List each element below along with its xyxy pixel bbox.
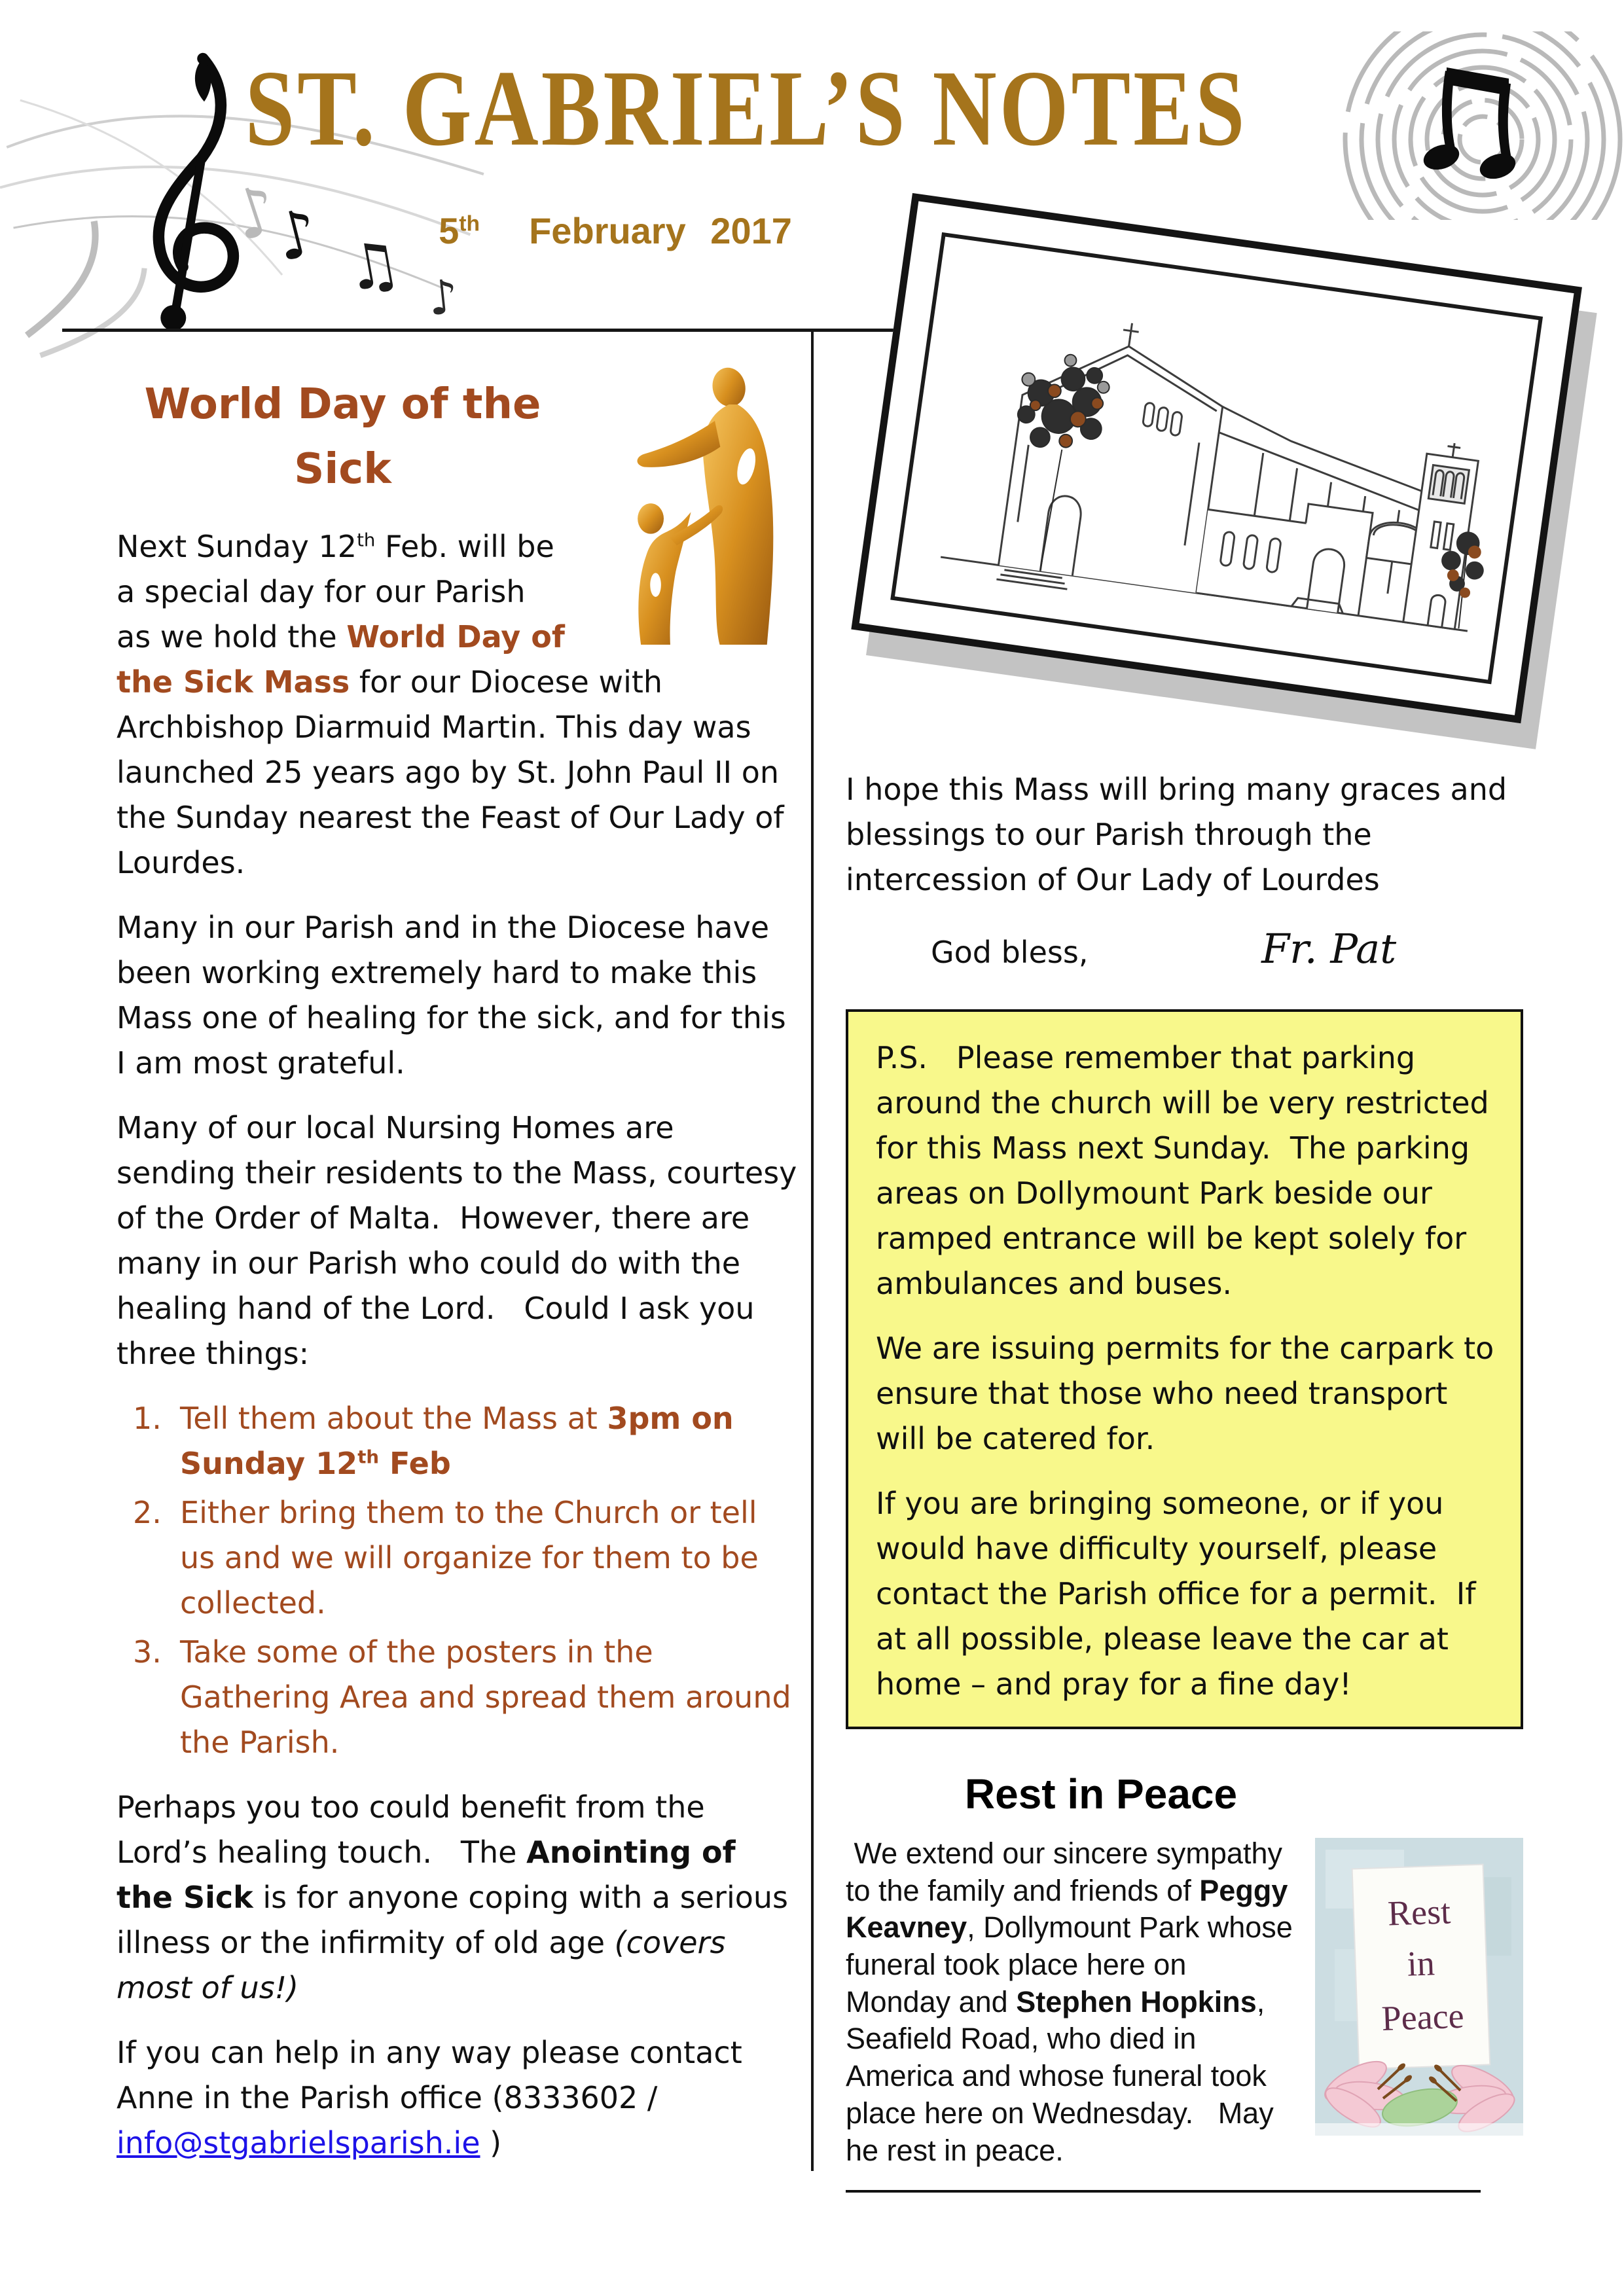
column-divider bbox=[811, 331, 814, 2171]
signoff-row bbox=[931, 925, 1523, 973]
card-text-line3: Peace bbox=[1380, 1996, 1465, 2039]
section-heading-rest-in-peace: Rest in Peace bbox=[964, 1770, 1238, 1818]
ps-paragraph-2: We are issuing permits for the carpark to ensure that those who need transport will be catered for. bbox=[876, 1331, 1494, 1456]
page-title bbox=[236, 48, 1257, 169]
deceased-name-1: Peggy Keavney bbox=[846, 1873, 1288, 1945]
list-item-2: Either bring them to the Church or tell us and we will organize for them to be collected. bbox=[180, 1495, 759, 1621]
left-column bbox=[117, 357, 807, 2185]
header-divider bbox=[62, 329, 992, 332]
church-sketch-mat bbox=[890, 232, 1543, 684]
card-text-line1: Rest bbox=[1386, 1892, 1452, 1933]
deceased-name-2: Stephen Hopkins bbox=[1016, 1984, 1257, 2018]
email-link[interactable]: info@stgabrielsparish.ie bbox=[117, 2125, 480, 2161]
list-item-3: Take some of the posters in the Gathering Area and spread them around the Parish. bbox=[180, 1634, 791, 1761]
paragraph-world-day-2: Many in our Parish and in the Diocese have been working extremely hard to make this Mass one of healing for the sick, and for this I am most grateful. bbox=[117, 910, 786, 1081]
svg-text:♪: ♪ bbox=[425, 268, 461, 327]
svg-text:♫: ♫ bbox=[339, 226, 407, 307]
ps-paragraph-1: P.S. Please remember that parking around the church will be very restricted for this Mass next Sunday. The parking areas on Dollymount Park beside our ramped entrance will be kept solely for ambulances and buses. bbox=[876, 1040, 1499, 1301]
paragraph-contact: If you can help in any way please contact Anne in the Parish office (8333602 / info@stgabrielsparish.ie ) bbox=[117, 2035, 742, 2161]
signature: Fr. Pat bbox=[1261, 925, 1397, 973]
signoff-text: God bless, bbox=[931, 935, 1089, 970]
card-text-line2: in bbox=[1406, 1943, 1435, 1984]
rest-in-peace-text: Rest in Peace We extend our sincere sympathy to the family and friends of Peggy Keavney, Dollymount Park whose funeral took place here on Monday and Stephen Hopkins, Seafield Road, who died in America and whose funeral took place here on Wednesday. May he rest in peace. bbox=[846, 1835, 1523, 2169]
paragraph-intro: I hope this Mass will bring many graces and blessings to our Parish through the intercession of Our Lady of Lourdes bbox=[846, 772, 1507, 897]
paragraph-anointing: Perhaps you too could benefit from the Lord’s healing touch. The Anointing of the Sick is for anyone coping with a serious illness or the infirmity of old age (covers most of us!) bbox=[117, 1789, 798, 2006]
page-title-text: ST. GABRIEL’S NOTES bbox=[245, 48, 1248, 169]
right-column bbox=[846, 767, 1523, 2193]
paragraph-world-day-1: Next Sunday 12th Feb. will be a special day for our Parish as we hold the World Day of the Sick Mass for our Diocese with Archbishop Diarmuid Martin. This day was launched 25 years ago by St. John Paul II on the Sunday nearest the Feast of Our Lady of Lourdes. bbox=[117, 529, 784, 881]
ps-paragraph-3: If you are bringing someone, or if you would have difficulty yourself, please contact the Parish office for a permit. If at all possible, please leave the car at home – and pray for a fine day! bbox=[876, 1486, 1486, 1702]
svg-text:♪: ♪ bbox=[268, 194, 326, 277]
section-heading-world-day: World Day of the Sick bbox=[144, 380, 541, 494]
issue-date: 5th February 2017 bbox=[439, 210, 792, 251]
list-item-1: Tell them about the Mass at 3pm on Sunday 12th Feb bbox=[180, 1401, 734, 1482]
bottom-divider bbox=[846, 2190, 1481, 2193]
paragraph-world-day-3: Many of our local Nursing Homes are sending their residents to the Mass, courtesy of the Order of Malta. However, there are many in our Parish who could do with the healing hand of the Lord. Could I ask you three things: bbox=[117, 1110, 807, 1372]
svg-text:♪: ♪ bbox=[223, 170, 288, 257]
rest-in-peace-card-icon bbox=[1315, 1838, 1523, 2136]
parking-notice-box bbox=[846, 1009, 1523, 1729]
music-note-ripples-icon bbox=[1342, 31, 1624, 220]
church-sketch-image bbox=[851, 193, 1582, 723]
healing-figures-icon bbox=[585, 357, 801, 645]
highlight-world-day-mass: World Day of the Sick Mass bbox=[117, 619, 565, 700]
three-things-list bbox=[117, 1396, 801, 1765]
